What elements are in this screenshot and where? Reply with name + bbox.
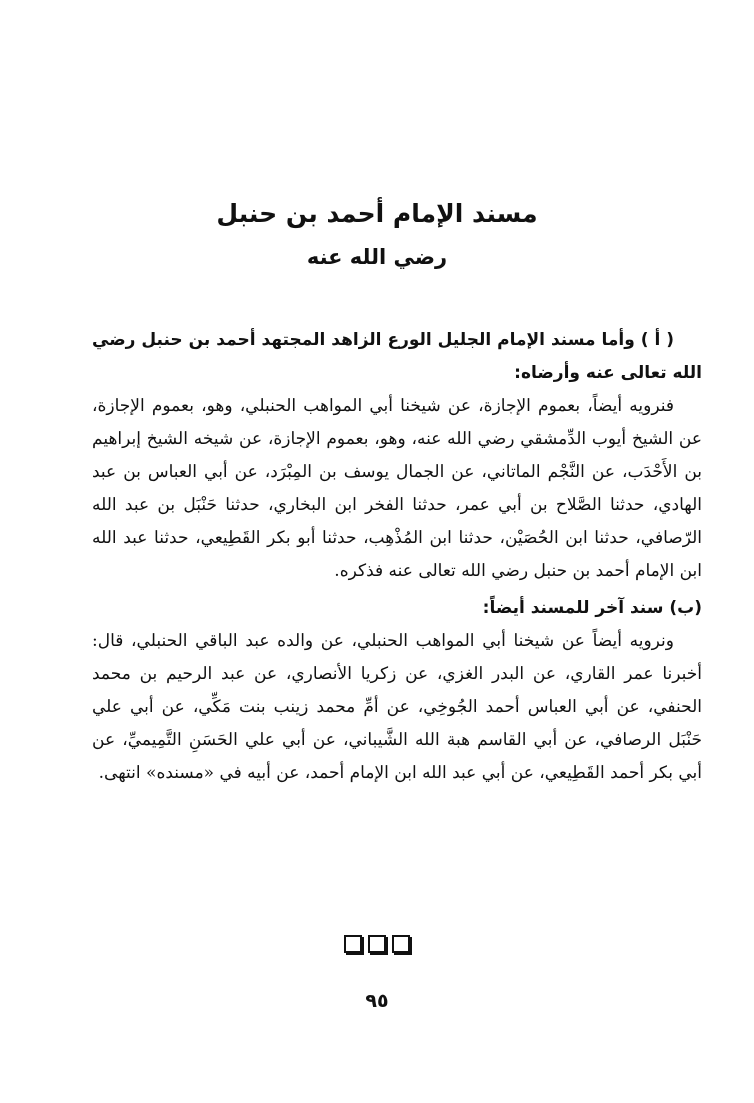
square-icon [368, 935, 386, 953]
section-b-heading: (ب) سند آخر للمسند أيضاً: [482, 598, 702, 618]
three-squares-ornament-icon [0, 935, 754, 953]
square-icon [344, 935, 362, 953]
section-a-text: فنرويه أيضاً، بعموم الإجازة، عن شيخنا أبي المواهب الحنبلي، وهو، بعموم الإجازة، عن الشيخ أيوب الدِّمشقي رضي الله عنه، وهو، بعموم الإجازة، عن شيخه الشيخ إبراهيم بن الأَحْدَب، عن النَّجْم الماتاني، عن الجمال يوسف بن المِبْرَد، عن أبي العباس بن عبد الهادي، حدثنا الصَّلاح بن أبي عمر، حدثنا الفخر ابن البخاري، حدثنا حَنْبَل بن عبد الله الرّصافي، حدثنا ابن الحُصَيْن، حدثنا ابن المُذْهِب، حدثنا أبو بكر القَطِيعي، حدثنا عبد الله ابن الإمام أحمد بن حنبل رضي الله تعالى عنه فذكره. [92, 396, 702, 581]
document-body [92, 324, 702, 790]
page-subtitle: رضي الله عنه [306, 245, 448, 269]
page-number: ٩٥ [365, 990, 389, 1012]
section-b-text: ونرويه أيضاً عن شيخنا أبي المواهب الحنبلي، عن والده عبد الباقي الحنبلي، قال: أخبرنا عمر القاري، عن البدر الغزي، عن زكريا الأنصاري، عن عبد الرحيم بن محمد الحنفي، عن أبي العباس أحمد الجُوخِي، عن أمِّ محمد زينب بنت مَكِّي، عن أبي علي حَنْبَل الرصافي، عن أبي القاسم هبة الله الشَّيباني، عن أبي علي الحَسَنِ التَّمِيميِّ، عن أبي بكر أحمد القَطِيعي، عن أبي عبد الله ابن الإمام أحمد، عن أبيه في «مسنده» انتهى. [92, 631, 702, 783]
section-a-heading: ( أ ) وأما مسند الإمام الجليل الورع الزاهد المجتهد أحمد بن حنبل رضي الله تعالى عنه وأرضاه: [92, 330, 702, 383]
square-icon [392, 935, 410, 953]
page-title: مسند الإمام أحمد بن حنبل [216, 199, 538, 228]
